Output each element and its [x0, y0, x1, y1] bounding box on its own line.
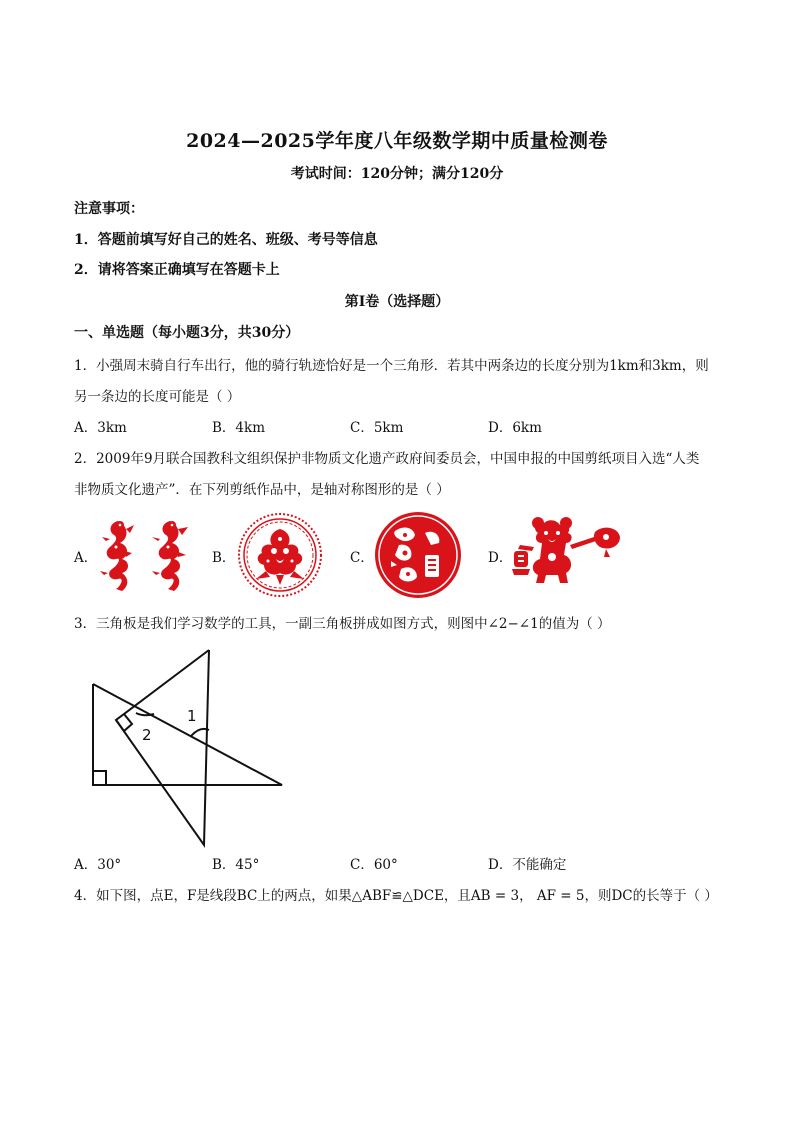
question-2-option-b[interactable]: B． — [212, 550, 236, 566]
question-2-text-cont: 非物质文化遗产”．在下列剪纸作品中，是轴对称图形的是（ ） — [74, 482, 450, 498]
question-1-text: 1．小强周末骑自行车出行，他的骑行轨迹恰好是一个三角形．若其中两条边的长度分别为1km和3km，则 — [74, 358, 709, 374]
paper-cut-round-scene-icon[interactable] — [373, 511, 463, 599]
question-3-text: 3．三角板是我们学习数学的工具，一副三角板拼成如图方式，则图中∠2−∠1的值为（ ） — [74, 616, 611, 632]
paper-cut-dragons-icon[interactable] — [100, 515, 192, 593]
note-item: 1．答题前填写好自己的姓名、班级、考号等信息 — [74, 232, 378, 248]
paper-cut-mouse-icon[interactable] — [510, 513, 628, 587]
notes-heading: 注意事项： — [74, 201, 144, 217]
question-3-option-d[interactable]: D．不能确定 — [488, 857, 567, 873]
part-title: 一、单选题（每小题3分，共30分） — [74, 325, 300, 341]
question-2-option-c[interactable]: C． — [350, 550, 374, 566]
question-3-option-b[interactable]: B．45° — [212, 857, 260, 873]
question-2-option-a[interactable]: A． — [74, 550, 98, 566]
page-title: 2024—2025学年度八年级数学期中质量检测卷 — [186, 130, 608, 152]
angle-label-2: 2 — [142, 726, 152, 744]
volume-title: 第I卷（选择题） — [344, 294, 450, 310]
question-2-option-d[interactable]: D． — [488, 550, 513, 566]
question-1-option-a[interactable]: A．3km — [74, 420, 127, 436]
question-1-option-b[interactable]: B．4km — [212, 420, 265, 436]
question-2-text: 2．2009年9月联合国教科文组织保护非物质文化遗产政府间委员会，中国申报的中国剪纸项目入选“人类 — [74, 451, 700, 467]
angle-label-1: 1 — [187, 707, 197, 725]
question-1-option-c[interactable]: C．5km — [350, 420, 404, 436]
question-3-option-a[interactable]: A．30° — [74, 857, 122, 873]
triangle-rulers-figure — [84, 644, 294, 856]
paper-cut-round-ornament-icon[interactable] — [236, 513, 324, 597]
question-4-text: 4．如下图，点E，F是线段BC上的两点，如果△ABF≌△DCE，且AB = 3， AF = 5，则DC的长等于（ ） — [74, 888, 718, 904]
question-3-option-c[interactable]: C．60° — [350, 857, 398, 873]
question-1-text-cont: 另一条边的长度可能是（ ） — [74, 389, 241, 405]
question-1-option-d[interactable]: D．6km — [488, 420, 542, 436]
note-item: 2．请将答案正确填写在答题卡上 — [74, 262, 280, 278]
exam-info: 考试时间：120分钟；满分120分 — [290, 166, 504, 182]
